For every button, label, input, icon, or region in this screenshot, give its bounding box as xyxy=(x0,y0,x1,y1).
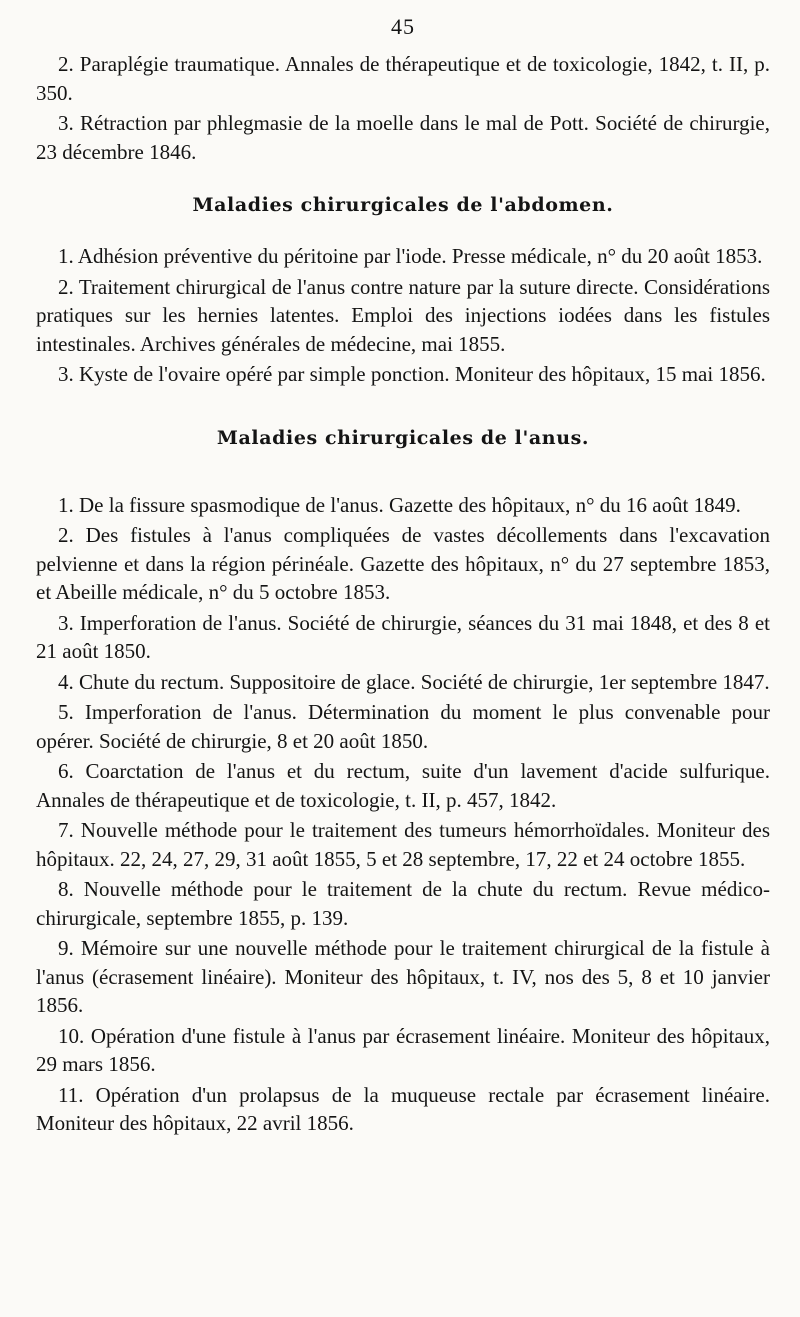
page-number: 45 xyxy=(391,14,415,39)
intro-entry-3: 3. Rétraction par phlegmasie de la moelle dans le mal de Pott. Société de chirurgie, 23 décembre 1846. xyxy=(36,111,770,164)
anus-entry-9: 9. Mémoire sur une nouvelle méthode pour le traitement chirurgical de la fistule à l'anus (écrasement linéaire). Moniteur des hôpitaux, t. IV, nos des 5, 8 et 10 janvier 1856. xyxy=(36,936,770,1017)
abdomen-entry-3: 3. Kyste de l'ovaire opéré par simple ponction. Moniteur des hôpitaux, 15 mai 1856. xyxy=(58,362,766,386)
section-heading-abdomen: Maladies chirurgicales de l'abdomen. xyxy=(192,194,614,216)
anus-entry-11: 11. Opération d'un prolapsus de la muqueuse rectale par écrasement linéaire. Moniteur des hôpitaux, 22 avril 1856. xyxy=(36,1082,770,1135)
anus-entry-8: 8. Nouvelle méthode pour le traitement de la chute du rectum. Revue médico-chirurgicale, septembre 1855, p. 139. xyxy=(36,877,770,930)
abdomen-entry-2: 2. Traitement chirurgical de l'anus contre nature par la suture directe. Considérations pratiques sur les hernies latentes. Emploi des injections iodées dans les fistules intestinales. Archives générales de médecine, mai 1855. xyxy=(36,274,770,356)
document-page xyxy=(36,14,770,1140)
abdomen-entry-1: 1. Adhésion préventive du péritoine par l'iode. Presse médicale, n° du 20 août 1853. xyxy=(58,244,763,268)
section-heading-anus: Maladies chirurgicales de l'anus. xyxy=(216,426,590,449)
anus-entry-3: 3. Imperforation de l'anus. Société de chirurgie, séances du 31 mai 1848, et des 8 et 21 août 1850. xyxy=(36,610,770,663)
anus-entry-5: 5. Imperforation de l'anus. Détermination du moment le plus convenable pour opérer. Société de chirurgie, 8 et 20 août 1850. xyxy=(36,700,770,753)
anus-entry-4: 4. Chute du rectum. Suppositoire de glace. Société de chirurgie, 1er septembre 1847. xyxy=(58,669,770,694)
anus-entry-2: 2. Des fistules à l'anus compliquées de vastes décollements dans l'excavation pelvienne et dans la région périnéale. Gazette des hôpitaux, n° du 27 septembre 1853, et Abeille médicale, n° du 5 octobre 1853. xyxy=(36,523,770,604)
intro-entry-2: 2. Paraplégie traumatique. Annales de thérapeutique et de toxicologie, 1842, t. II, p. 350. xyxy=(36,52,770,105)
anus-entry-6: 6. Coarctation de l'anus et du rectum, suite d'un lavement d'acide sulfurique. Annales de thérapeutique et de toxicologie, t. II, p. 457, 1842. xyxy=(36,759,770,812)
anus-entry-1: 1. De la fissure spasmodique de l'anus. Gazette des hôpitaux, n° du 16 août 1849. xyxy=(58,492,741,517)
anus-entry-10: 10. Opération d'une fistule à l'anus par écrasement linéaire. Moniteur des hôpitaux, 29 mars 1856. xyxy=(36,1023,770,1076)
anus-entry-7: 7. Nouvelle méthode pour le traitement des tumeurs hémorrhoïdales. Moniteur des hôpitaux. 22, 24, 27, 29, 31 août 1855, 5 et 28 septembre, 17, 22 et 24 octobre 1855. xyxy=(36,818,770,871)
